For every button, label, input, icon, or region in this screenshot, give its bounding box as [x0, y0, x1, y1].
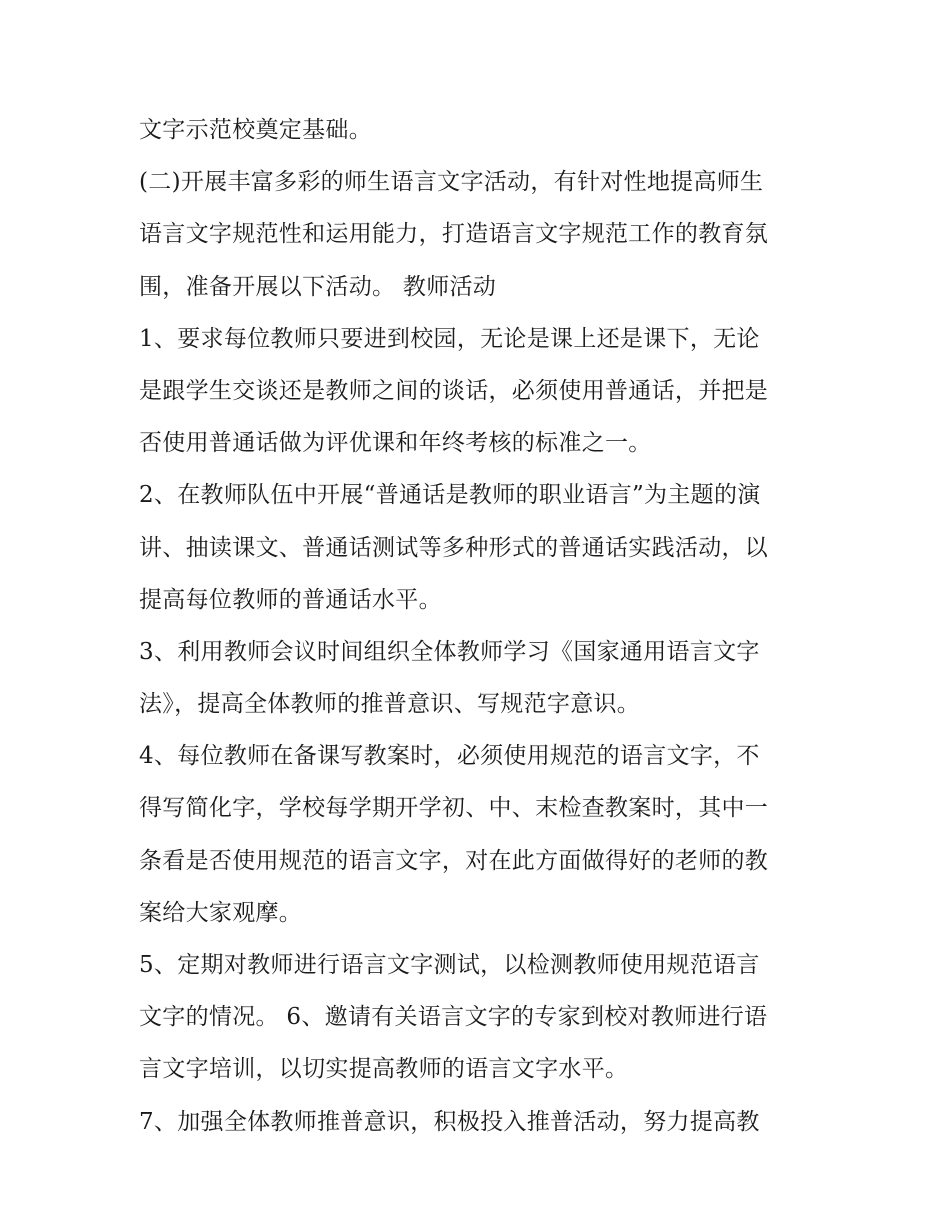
text-line: 否使用普通话做为评优课和年终考核的标准之一。 — [139, 430, 652, 457]
text-line: 讲、抽读课文、普通话测试等多种形式的普通话实践活动，以 — [139, 534, 769, 561]
text-line: (二)开展丰富多彩的师生语言文字活动，有针对性地提高师生 — [139, 169, 764, 196]
text-line: 言文字培训，以切实提高教师的语言文字水平。 — [139, 1056, 629, 1083]
text-line: 法》，提高全体教师的推普意识、写规范字意识。 — [139, 691, 641, 718]
text-line: 提高每位教师的普通话水平。 — [139, 586, 442, 613]
text-line: 7、加强全体教师推普意识，积极投入推普活动，努力提高教 — [139, 1108, 760, 1135]
text-line: 4、每位教师在备课写教案时，必须使用规范的语言文字，不 — [139, 743, 760, 770]
text-line: 是跟学生交谈还是教师之间的谈话，必须使用普通话，并把是 — [139, 377, 769, 404]
text-line: 案给大家观摩。 — [139, 899, 303, 926]
text-line: 1、要求每位教师只要进到校园，无论是课上还是课下，无论 — [139, 325, 760, 352]
text-line: 文字示范校奠定基础。 — [139, 117, 372, 143]
text-line: 条看是否使用规范的语言文字，对在此方面做得好的老师的教 — [139, 847, 769, 874]
text-line: 文字的情况。 6、邀请有关语言文字的专家到校对教师进行语 — [139, 1004, 768, 1031]
text-line: 围，准备开展以下活动。 教师活动 — [139, 273, 497, 300]
text-line: 5、定期对教师进行语言文字测试，以检测教师使用规范语言 — [139, 952, 760, 978]
document-text-body — [139, 104, 819, 1148]
text-line: 2、在教师队伍中开展“普通话是教师的职业语言”为主题的演 — [139, 482, 761, 509]
text-line: 语言文字规范性和运用能力，打造语言文字规范工作的教育氛 — [139, 221, 769, 248]
text-line: 得写简化字，学校每学期开学初、中、末检查教案时，其中一 — [139, 795, 769, 822]
text-line: 3、利用教师会议时间组织全体教师学习《国家通用语言文字 — [139, 638, 760, 665]
